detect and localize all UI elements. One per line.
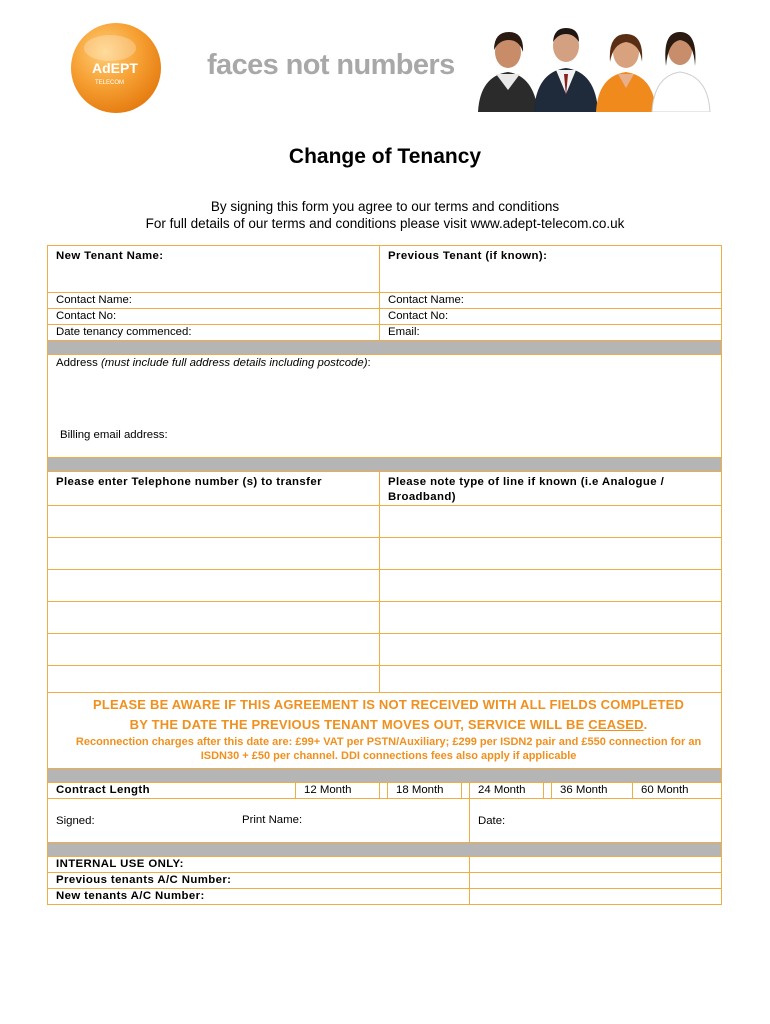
previous-tenant-field[interactable] [380, 246, 722, 293]
address-hint: (must include full address details including postcode) [100, 357, 368, 369]
ceased-text: CEASED [588, 717, 644, 732]
telephone-number-input[interactable] [48, 570, 380, 602]
prev-email-field[interactable] [380, 325, 722, 341]
date-commenced-label: Date tenancy commenced: [56, 326, 192, 338]
internal-use-title: INTERNAL USE ONLY: [48, 857, 470, 873]
line-type-input[interactable] [380, 506, 722, 538]
warning-notice [48, 693, 722, 769]
billing-email-label: Billing email address: [60, 429, 168, 441]
line-type-input[interactable] [380, 570, 722, 602]
new-account-label: New tenants A/C Number: [48, 889, 470, 905]
line-type-input[interactable] [380, 538, 722, 570]
previous-tenant-label: Previous Tenant (if known): [388, 250, 548, 262]
new-contact-no-field[interactable] [48, 309, 380, 325]
date-commenced-field[interactable] [48, 325, 380, 341]
new-contact-name-label: Contact Name: [56, 294, 132, 306]
section-divider [48, 843, 722, 857]
contract-option-24[interactable]: 24 Month [470, 783, 544, 799]
tenancy-form [47, 245, 722, 905]
telephone-number-input[interactable] [48, 602, 380, 634]
new-contact-name-field[interactable] [48, 293, 380, 309]
intro-website: For full details of our terms and conditions please visit www.adept-telecom.co.uk [145, 216, 625, 231]
new-account-input[interactable] [470, 889, 722, 905]
address-label: Address (must include full address details including postcode): [56, 357, 371, 369]
prev-account-label: Previous tenants A/C Number: [48, 873, 470, 889]
line-type-input[interactable] [380, 666, 722, 693]
line-type-input[interactable] [380, 634, 722, 666]
new-tenant-name-label: New Tenant Name: [56, 250, 164, 262]
signed-label: Signed: [56, 815, 95, 827]
prev-account-input[interactable] [470, 873, 722, 889]
line-type-header: Please note type of line if known (i.e Analogue / Broadband) [380, 472, 722, 506]
contract-checkbox-18[interactable] [462, 783, 470, 799]
intro-terms: By signing this form you agree to our terms and conditions [210, 199, 560, 214]
telephone-number-input[interactable] [48, 634, 380, 666]
contract-option-18[interactable]: 18 Month [388, 783, 462, 799]
section-divider [48, 341, 722, 355]
prev-contact-no-label: Contact No: [388, 310, 449, 322]
line-type-input[interactable] [380, 602, 722, 634]
logo-text: AdEPT [92, 60, 138, 76]
new-contact-no-label: Contact No: [56, 310, 117, 322]
contract-length-label: Contract Length [48, 783, 296, 799]
logo-subtext: TELECOM [95, 80, 125, 86]
new-tenant-name-field[interactable] [48, 246, 380, 293]
internal-use-blank [470, 857, 722, 873]
telephone-number-input[interactable] [48, 506, 380, 538]
reconnection-charges: Reconnection charges after this date are: £99+ VAT per PSTN/Auxiliary; £299 per ISDN2 pair and £550 connection for an ISDN30 + £50 per channel. DDI connections fees also apply if applicable [75, 736, 702, 762]
tagline: faces not numbers [207, 49, 455, 81]
adept-telecom-logo [70, 22, 162, 114]
warning-line-1: PLEASE BE AWARE IF THIS AGREEMENT IS NOT RECEIVED WITH ALL FIELDS COMPLETED [92, 697, 685, 712]
date-field[interactable] [470, 799, 722, 843]
contract-checkbox-12[interactable] [380, 783, 388, 799]
telephone-numbers-header: Please enter Telephone number (s) to transfer [48, 472, 380, 506]
telephone-number-input[interactable] [48, 666, 380, 693]
signature-field[interactable] [48, 799, 470, 843]
people-photo [468, 14, 712, 112]
prev-contact-name-label: Contact Name: [388, 294, 464, 306]
section-divider [48, 769, 722, 783]
contract-checkbox-24[interactable] [544, 783, 552, 799]
page-title: Change of Tenancy [288, 145, 482, 168]
prev-email-label: Email: [388, 326, 420, 338]
warning-line-2: BY THE DATE THE PREVIOUS TENANT MOVES OUT, SERVICE WILL BE CEASED. [129, 717, 648, 732]
contract-option-36[interactable]: 36 Month [552, 783, 633, 799]
date-label: Date: [478, 815, 506, 827]
address-field[interactable] [48, 355, 722, 458]
prev-contact-no-field[interactable] [380, 309, 722, 325]
contract-option-60[interactable]: 60 Month [633, 783, 722, 799]
section-divider [48, 458, 722, 472]
contract-option-12[interactable]: 12 Month [296, 783, 380, 799]
print-name-label: Print Name: [242, 814, 303, 826]
prev-contact-name-field[interactable] [380, 293, 722, 309]
telephone-number-input[interactable] [48, 538, 380, 570]
